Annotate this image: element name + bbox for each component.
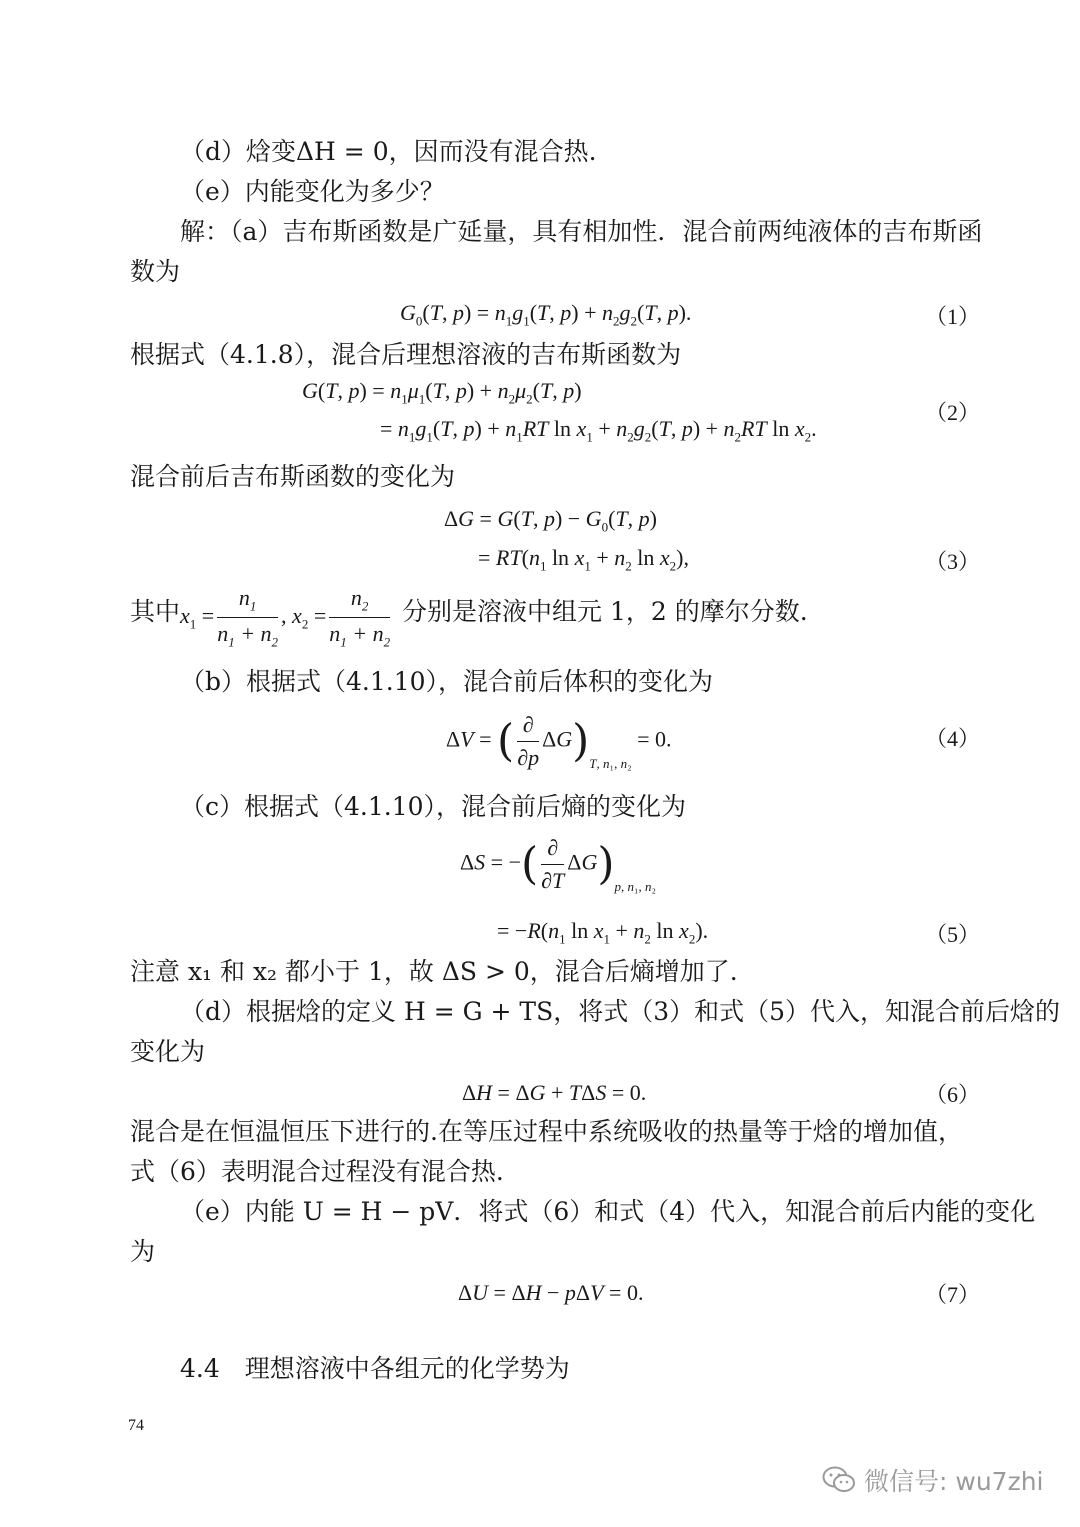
text-line: 混合是在恒温恒压下进行的.在等压过程中系统吸收的热量等于焓的增加值， — [130, 1117, 963, 1146]
equation-5-line1: ΔS = −( $\frac{\partial}{\partial T}$ $\Delta G)_{p, n_1, n_2}$ — [460, 835, 657, 894]
equation-4: ΔV = ( $\frac{\partial}{\partial p}$ $\Delta G)_{T, n_1, n_2} = 0$. — [446, 712, 672, 771]
watermark — [822, 1462, 1043, 1501]
equation-number: （7） — [925, 1282, 981, 1307]
equation-number: （3） — [925, 549, 981, 574]
equation-6: ΔH = ΔG + TΔS = 0. — [462, 1080, 647, 1105]
text-line: （c）根据式（4.1.10），混合前后熵的变化为 — [180, 792, 687, 821]
watermark-text: 微信号: wu7zhi — [864, 1467, 1044, 1496]
equation-number: （5） — [925, 922, 981, 947]
text-line: 解：（a）吉布斯函数是广延量，具有相加性．混合前两纯液体的吉布斯函 — [180, 217, 983, 246]
equation-3-line1: ΔG = G(T, $p) - G_0(T$, p) — [444, 506, 657, 535]
text-line: 分别是溶液中组元 1，2 的摩尔分数. — [402, 597, 808, 626]
text-line: 其中 — [130, 597, 181, 626]
text-line: 变化为 — [130, 1037, 206, 1066]
page-number: 74 — [128, 1417, 144, 1434]
section-heading: 4.4 理想溶液中各组元的化学势为 — [180, 1354, 570, 1383]
text-line: 式（6）表明混合过程没有混合热. — [130, 1157, 504, 1186]
equation-number: （6） — [925, 1082, 981, 1107]
equation-number: （1） — [925, 304, 981, 329]
text-line: （d）焓变ΔH = 0，因而没有混合热. — [180, 137, 597, 166]
equation-5-line2: = $-R(n_1$ $\ln x_1 + n_2$ $\ln x_2$). — [497, 918, 709, 947]
text-line: 数为 — [130, 257, 181, 286]
text-line: （e）内能 U = H − pV．将式（6）和式（4）代入，知混合前后内能的变化 — [180, 1197, 1036, 1226]
equation-2-line1: G(T, $p) = n_1\mu_1(T$, $p) + n_2\mu_2(T$, p) — [302, 378, 582, 407]
equation-2-line2: = $n_1g_1(T$, $p) + n_1RT$ $\ln x_1 + n_2g_2(T$, $p) + n_2RT$ $\ln x_2$. — [380, 416, 817, 445]
text-line: （e）内能变化为多少？ — [180, 177, 445, 206]
equation-7: ΔU = ΔH − pΔV = 0. — [458, 1280, 644, 1305]
text-line: （b）根据式（4.1.10），混合前后体积的变化为 — [180, 667, 714, 696]
text-line: 注意 x₁ 和 x₂ 都小于 1，故 ΔS > 0，混合后熵增加了. — [130, 957, 738, 986]
equation-number: （2） — [925, 400, 981, 425]
mole-fraction-definitions: $x_1$ = $\frac{n_1}{n_1 + n_2}$ , $x_2$ = $\frac{n_2}{n_1 + n_2}$ — [180, 585, 391, 650]
text-line: 为 — [130, 1237, 156, 1266]
equation-3-line2: = $RT(n_1$ $\ln x_1 + n_2$ $\ln x_2$), — [478, 545, 689, 574]
equation-1: $G_0(T$, $p) = n_1g_1(T$, $p) + n_2g_2(T$, p). — [400, 300, 692, 329]
equation-number: （4） — [925, 726, 981, 751]
text-line: 混合前后吉布斯函数的变化为 — [130, 462, 456, 491]
text-line: （d）根据焓的定义 H = G + TS，将式（3）和式（5）代入，知混合前后焓的 — [180, 997, 1061, 1026]
wechat-icon — [822, 1465, 856, 1501]
text-line: 根据式（4.1.8），混合后理想溶液的吉布斯函数为 — [130, 340, 682, 369]
